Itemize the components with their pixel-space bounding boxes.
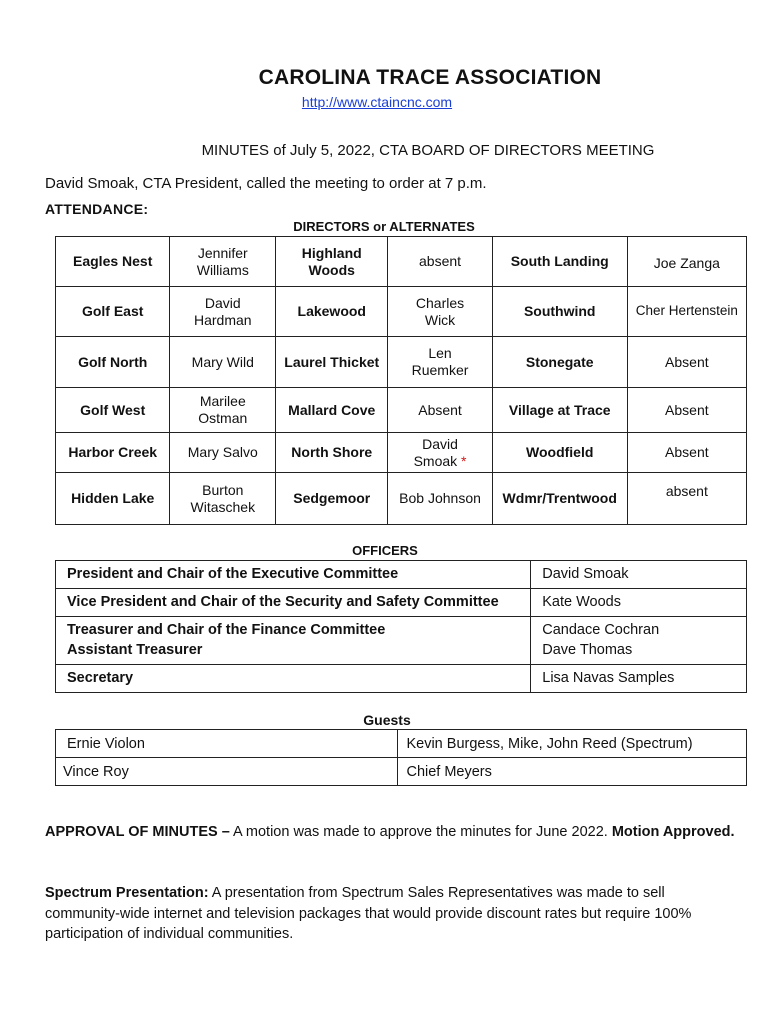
table-row (56, 237, 747, 287)
area-cell: Stonegate (492, 337, 627, 388)
asterisk-mark: * (461, 452, 467, 469)
guest-cell: Kevin Burgess, Mike, John Reed (Spectrum) (398, 730, 747, 758)
table-row (56, 337, 747, 388)
area-cell: Harbor Creek (56, 433, 170, 473)
guest-cell: Chief Meyers (398, 758, 747, 786)
officer-role: President and Chair of the Executive Committee (56, 561, 531, 589)
area-cell: Sedgemoor (276, 473, 388, 525)
rep-cell: Bob Johnson (388, 473, 492, 525)
rep-cell: Burton Witaschek (170, 473, 276, 525)
area-cell: South Landing (492, 237, 627, 287)
table-row (56, 589, 747, 617)
officer-role: Secretary (56, 665, 531, 693)
guest-cell: Vince Roy (56, 758, 398, 786)
area-cell: Golf East (56, 287, 170, 337)
rep-cell: Jennifer Williams (170, 237, 276, 287)
officers-caption: OFFICERS (352, 543, 418, 558)
table-row (56, 388, 747, 433)
rep-cell: David Smoak * (388, 433, 492, 473)
area-cell: Village at Trace (492, 388, 627, 433)
officer-role: Vice President and Chair of the Security and Safety Committee (56, 589, 531, 617)
directors-caption: DIRECTORS or ALTERNATES (293, 219, 475, 234)
minutes-heading: MINUTES of July 5, 2022, CTA BOARD OF DIRECTORS MEETING (201, 142, 655, 159)
area-cell: Wdmr/Trentwood (492, 473, 627, 525)
rep-cell: absent (388, 237, 492, 287)
area-cell: Laurel Thicket (276, 337, 388, 388)
area-cell: Golf North (56, 337, 170, 388)
approval-result: Motion Approved. (611, 824, 735, 840)
guest-cell: Ernie Violon (56, 730, 398, 758)
table-row (56, 617, 747, 665)
rep-cell: Joe Zanga (627, 237, 746, 287)
website-link[interactable]: http://www.ctaincnc.com (301, 94, 453, 110)
area-cell: Southwind (492, 287, 627, 337)
table-row (56, 758, 747, 786)
area-cell: Golf West (56, 388, 170, 433)
rep-cell: Absent (388, 388, 492, 433)
officers-table (55, 560, 747, 693)
table-row (56, 730, 747, 758)
area-cell: Woodfield (492, 433, 627, 473)
area-cell: Lakewood (276, 287, 388, 337)
officer-role: Treasurer and Chair of the Finance Committee Assistant Treasurer (56, 617, 531, 665)
officer-name: David Smoak (531, 561, 747, 589)
rep-cell: Absent (627, 433, 746, 473)
rep-cell: Cher Hertenstein (627, 287, 746, 337)
guests-caption: Guests (363, 712, 411, 728)
document-title: CAROLINA TRACE ASSOCIATION (258, 66, 602, 89)
officer-name: Candace Cochran Dave Thomas (531, 617, 747, 665)
attendance-label: ATTENDANCE: (45, 201, 149, 217)
table-row (56, 433, 747, 473)
officer-name: Lisa Navas Samples (531, 665, 747, 693)
area-cell: Mallard Cove (276, 388, 388, 433)
area-cell: Highland Woods (276, 237, 388, 287)
area-cell: Eagles Nest (56, 237, 170, 287)
directors-table (55, 236, 747, 525)
spectrum-heading: Spectrum Presentation: (45, 885, 209, 901)
spectrum-presentation-paragraph (45, 883, 735, 945)
rep-cell: Marilee Ostman (170, 388, 276, 433)
area-cell: North Shore (276, 433, 388, 473)
rep-cell: Absent (627, 337, 746, 388)
rep-cell: Absent (627, 388, 746, 433)
table-row (56, 287, 747, 337)
area-cell: Hidden Lake (56, 473, 170, 525)
rep-cell: Charles Wick (388, 287, 492, 337)
called-to-order-text: David Smoak, CTA President, called the meeting to order at 7 p.m. (45, 175, 487, 192)
officer-name: Kate Woods (531, 589, 747, 617)
rep-cell: Len Ruemker (388, 337, 492, 388)
rep-cell: Mary Wild (170, 337, 276, 388)
approval-text: A motion was made to approve the minutes for June 2022. (229, 824, 612, 840)
spectrum-text: A presentation from Spectrum Sales Representatives was made to sell community-wide internet and television packages that would provide discount rates but require 100% participation of individual communities. (45, 885, 692, 942)
guests-table (55, 729, 747, 786)
rep-cell: Mary Salvo (170, 433, 276, 473)
table-row (56, 473, 747, 525)
approval-of-minutes-paragraph (45, 822, 735, 843)
table-row (56, 665, 747, 693)
rep-cell: absent (627, 473, 746, 525)
table-row (56, 561, 747, 589)
rep-cell: David Hardman (170, 287, 276, 337)
approval-heading: APPROVAL OF MINUTES – (45, 824, 230, 840)
